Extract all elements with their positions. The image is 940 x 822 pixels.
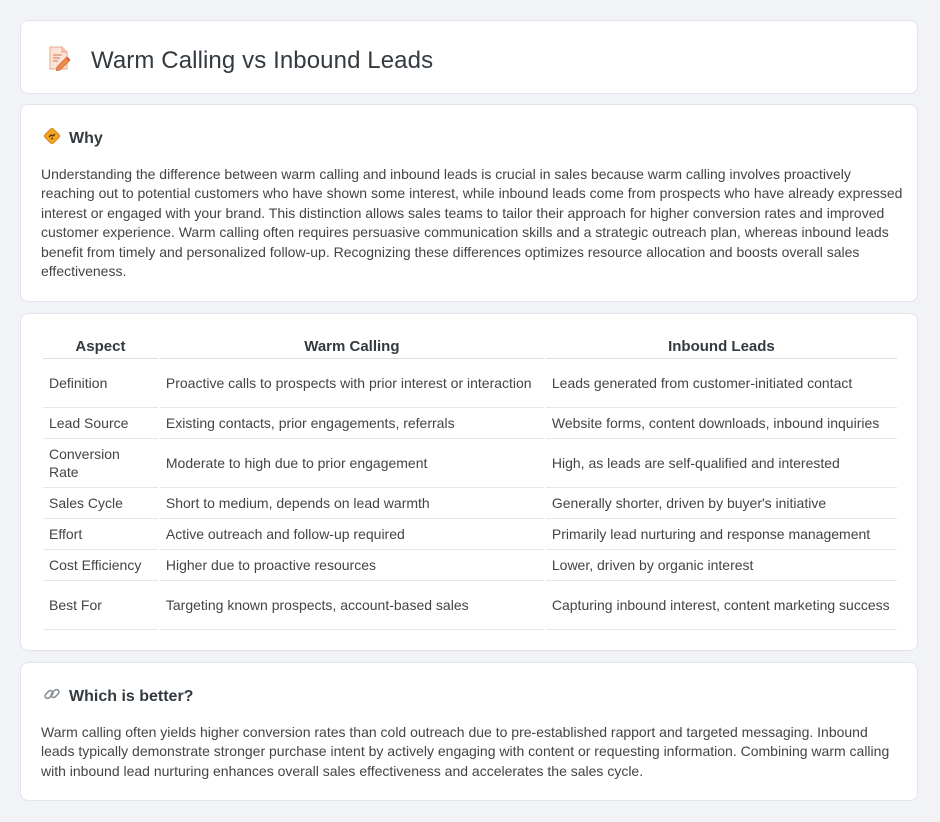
table-row [43,408,897,439]
row-warm-calling: Short to medium, depends on lead warmth [160,488,544,519]
document-pencil-icon [47,45,71,76]
row-aspect: Cost Efficiency [43,550,158,581]
row-inbound-leads: Leads generated from customer-initiated contact [546,359,897,408]
row-aspect: Conversion Rate [43,439,158,488]
why-card [20,104,918,302]
table-row [43,581,897,630]
header-warm-calling: Warm Calling [160,335,544,359]
table-row [43,359,897,408]
title-card [20,20,918,94]
table-row [43,439,897,488]
row-inbound-leads: Capturing inbound interest, content marketing success [546,581,897,630]
row-aspect: Best For [43,581,158,630]
row-inbound-leads: High, as leads are self-qualified and interested [546,439,897,488]
row-inbound-leads: Generally shorter, driven by buyer's initiative [546,488,897,519]
row-warm-calling: Higher due to proactive resources [160,550,544,581]
row-warm-calling: Moderate to high due to prior engagement [160,439,544,488]
table-row [43,488,897,519]
row-warm-calling: Existing contacts, prior engagements, referrals [160,408,544,439]
table-row [43,550,897,581]
row-inbound-leads: Primarily lead nurturing and response management [546,519,897,550]
page-title: Warm Calling vs Inbound Leads [91,46,434,74]
row-aspect: Effort [43,519,158,550]
row-aspect: Definition [43,359,158,408]
which-is-better-text: Warm calling often yields higher conversion rates than cold outreach due to pre-established rapport and targeted messaging. Inbound leads typically demonstrate stronger purchase intent by actively engaging with content or requesting information. Combining warm calling with inbound lead nurturing enhances overall sales effectiveness and accelerates the sales cycle. [41,724,890,779]
table-row [43,519,897,550]
row-aspect: Sales Cycle [43,488,158,519]
which-is-better-heading: Which is better? [69,687,194,705]
header-aspect: Aspect [43,335,158,359]
diamond-sign-icon [43,127,61,150]
which-is-better-card [20,662,918,801]
why-text: Understanding the difference between warm calling and inbound leads is crucial in sales because warm calling involves proactively reaching out to potential customers who have shown some interest, while inbound leads come from prospects who have already expressed interest or engaged with your brand. This distinction allows sales teams to tailor their approach for higher conversion rates and improved customer experience. Warm calling often requires persuasive communication skills and a strategic outreach plan, whereas inbound leads benefit from timely and personalized follow-up. Recognizing these differences optimizes resource allocation and boosts overall sales effectiveness. [41,166,903,280]
comparison-table [41,335,899,630]
link-icon [43,685,61,708]
header-inbound-leads: Inbound Leads [546,335,897,359]
row-warm-calling: Proactive calls to prospects with prior interest or interaction [160,359,544,408]
row-aspect: Lead Source [43,408,158,439]
why-heading: Why [69,129,103,147]
row-inbound-leads: Lower, driven by organic interest [546,550,897,581]
row-warm-calling: Targeting known prospects, account-based sales [160,581,544,630]
row-inbound-leads: Website forms, content downloads, inbound inquiries [546,408,897,439]
row-warm-calling: Active outreach and follow-up required [160,519,544,550]
comparison-card [20,313,918,651]
